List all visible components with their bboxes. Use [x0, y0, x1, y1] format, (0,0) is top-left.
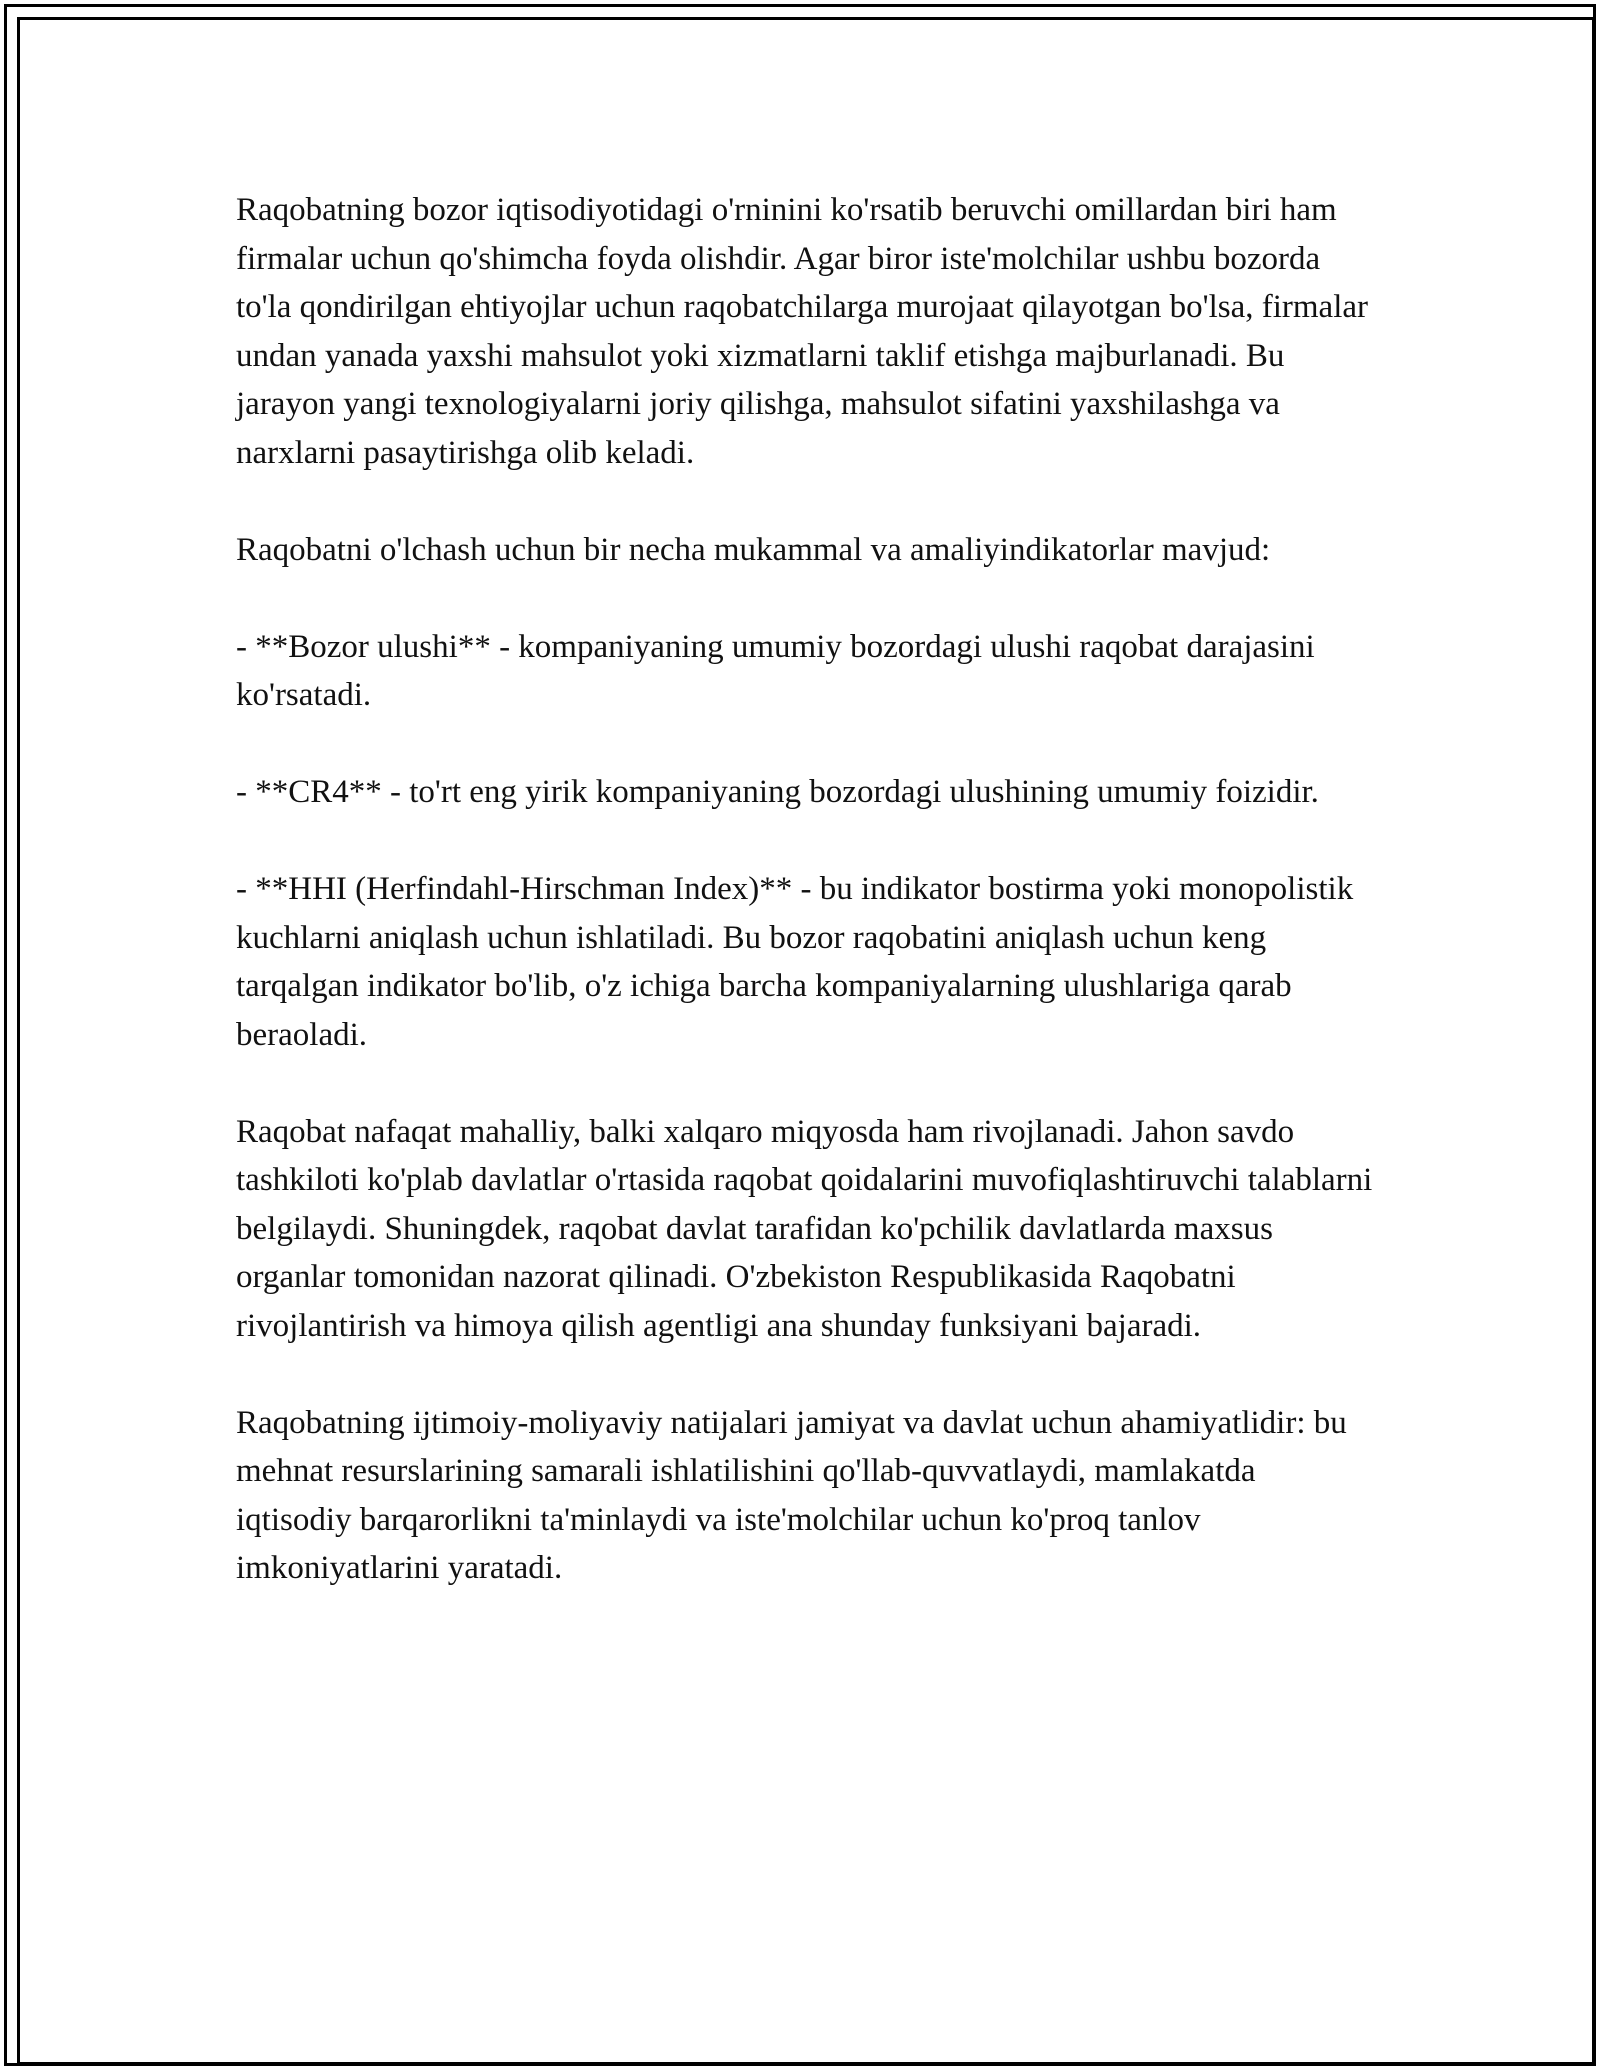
- paragraph-indicators-intro: Raqobatni o'lchash uchun bir necha mukammal va amaliyindikatorlar mavjud:: [236, 531, 1271, 568]
- paragraph-international: Raqobat nafaqat mahalliy, balki xalqaro miqyosda ham rivojlanadi. Jahon savdo tashkiloti ko'plab davlatlar o'rtasida raqobat qoidalarini muvofiqlashtiruvchi talablarni belgilaydi. Shuningdek, raqobat davlat tarafidan ko'pchilik davlatlarda maxsus organlar tomonidan nazorat qilinadi. O'zbekiston Respublikasida Raqobatni rivojlantirish va himoya qilish agentligi ana shunday funksiyani bajaradi.: [236, 1113, 1373, 1344]
- list-item-hhi: - **HHI (Herfindahl-Hirschman Index)** - bu indikator bostirma yoki monopolistik kuchlarni aniqlash uchun ishlatiladi. Bu bozor raqobatini aniqlash uchun keng tarqalgan indikator bo'lib, o'z ichiga barcha kompaniyalarning ulushlariga qarab beraoladi.: [236, 871, 1354, 1053]
- paragraph-social-economic: Raqobatning ijtimoiy-moliyaviy natijalari jamiyat va davlat uchun ahamiyatlidir: bu mehnat resurslarining samarali ishlatilishini qo'llab-quvvatlaydi, mamlakatda iqtisodiy barqarorlikni ta'minlaydi va iste'molchilar uchun ko'proq tanlov imkoniyatlarini yaratadi.: [236, 1404, 1347, 1586]
- paragraph-intro: Raqobatning bozor iqtisodiyotidagi o'rninini ko'rsatib beruvchi omillardan biri ham firmalar uchun qo'shimcha foyda olishdir. Agar biror iste'molchilar ushbu bozorda to'la qondirilgan ehtiyojlar uchun raqobatchilarga murojaat qilayotgan bo'lsa, firmalar undan yanada yaxshi mahsulot yoki xizmatlarni taklif etishga majburlanadi. Bu jarayon yangi texnologiyalarni joriy qilishga, mahsulot sifatini yaxshilashga va narxlarni pasaytirishga olib keladi.: [236, 192, 1369, 471]
- document-body: [236, 186, 1376, 1641]
- list-item-market-share: - **Bozor ulushi** - kompaniyaning umumiy bozordagi ulushi raqobat darajasini ko'rsatadi.: [236, 628, 1315, 713]
- list-item-cr4: - **CR4** - to'rt eng yirik kompaniyaning bozordagi ulushining umumiy foizidir.: [236, 774, 1319, 810]
